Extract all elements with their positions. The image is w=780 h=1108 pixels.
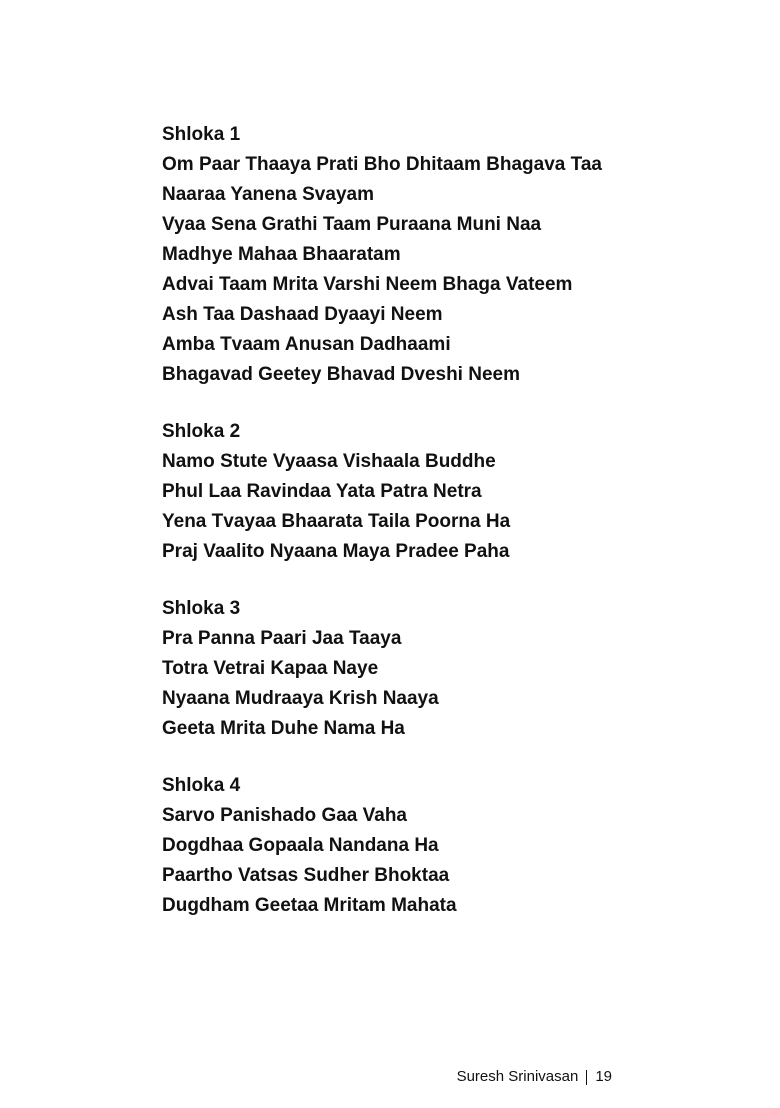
- shloka-line: Bhagavad Geetey Bhavad Dveshi Neem: [162, 364, 520, 385]
- shloka-content: [162, 120, 722, 948]
- shloka-line: Paartho Vatsas Sudher Bhoktaa: [162, 865, 450, 886]
- shloka-line: Ash Taa Dashaad Dyaayi Neem: [162, 304, 443, 325]
- shloka-block-3: [162, 594, 722, 744]
- shloka-line: Dogdhaa Gopaala Nandana Ha: [162, 835, 439, 856]
- shloka-line: Pra Panna Paari Jaa Taaya: [162, 628, 402, 649]
- shloka-title: Shloka 4: [162, 775, 241, 796]
- shloka-line: Advai Taam Mrita Varshi Neem Bhaga Vateem: [162, 274, 573, 295]
- shloka-title: Shloka 2: [162, 421, 241, 442]
- shloka-line: Phul Laa Ravindaa Yata Patra Netra: [162, 481, 482, 502]
- footer-author: Suresh Srinivasan: [456, 1068, 579, 1085]
- shloka-block-1: [162, 120, 722, 390]
- page-footer: [457, 1067, 612, 1087]
- shloka-line: Amba Tvaam Anusan Dadhaami: [162, 334, 451, 355]
- shloka-line: Sarvo Panishado Gaa Vaha: [162, 805, 407, 826]
- shloka-title: Shloka 3: [162, 598, 241, 619]
- page-number: 19: [595, 1068, 612, 1085]
- shloka-block-4: [162, 771, 722, 921]
- shloka-line: Totra Vetrai Kapaa Naye: [162, 658, 379, 679]
- shloka-line: Madhye Mahaa Bhaaratam: [162, 244, 401, 265]
- shloka-line: Naaraa Yanena Svayam: [162, 184, 374, 205]
- shloka-line: Vyaa Sena Grathi Taam Puraana Muni Naa: [162, 214, 542, 235]
- shloka-line: Dugdham Geetaa Mritam Mahata: [162, 895, 457, 916]
- shloka-line: Om Paar Thaaya Prati Bho Dhitaam Bhagava Taa: [162, 154, 602, 175]
- shloka-title: Shloka 1: [162, 124, 241, 145]
- shloka-line: Praj Vaalito Nyaana Maya Pradee Paha: [162, 541, 510, 562]
- shloka-line: Yena Tvayaa Bhaarata Taila Poorna Ha: [162, 511, 511, 532]
- shloka-line: Geeta Mrita Duhe Nama Ha: [162, 718, 405, 739]
- footer-divider: [586, 1070, 587, 1085]
- shloka-block-2: [162, 417, 722, 567]
- shloka-line: Nyaana Mudraaya Krish Naaya: [162, 688, 439, 709]
- shloka-line: Namo Stute Vyaasa Vishaala Buddhe: [162, 451, 496, 472]
